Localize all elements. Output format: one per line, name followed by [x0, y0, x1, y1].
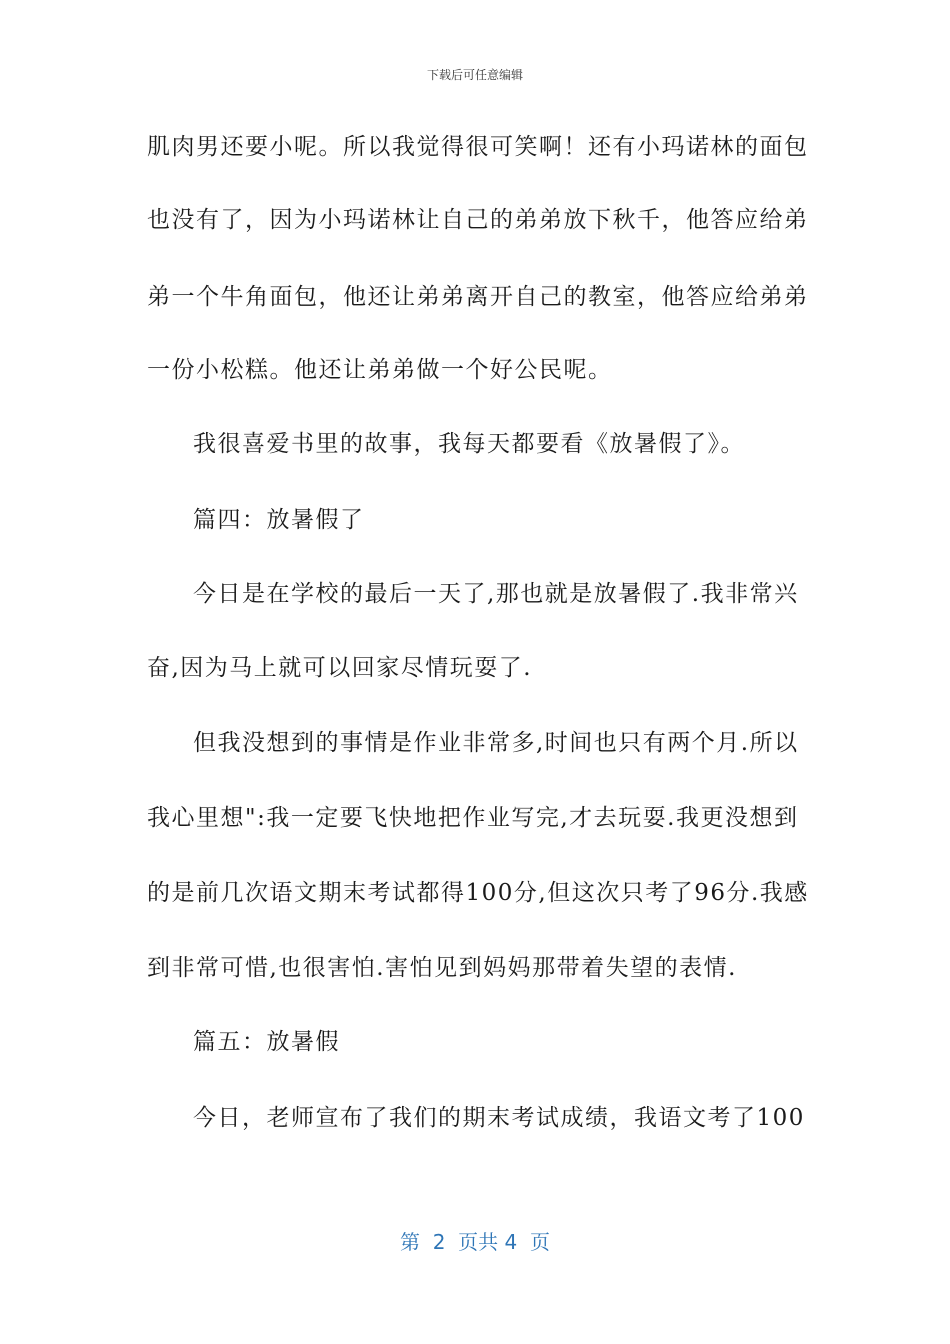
section-heading: 篇四：放暑假了	[193, 507, 365, 533]
text-line: 今日，老师宣布了我们的期末考试成绩，我语文考了100	[193, 1105, 805, 1131]
text-line: 也没有了，因为小玛诺林让自己的弟弟放下秋千，他答应给弟	[147, 207, 809, 233]
text-line: 弟一个牛角面包，他还让弟弟离开自己的教室，他答应给弟弟	[147, 284, 809, 310]
text-line: 今日是在学校的最后一天了,那也就是放暑假了.我非常兴	[193, 581, 799, 607]
page-number-footer: 第 2 页共 4 页	[400, 1230, 550, 1254]
text-line: 我心里想":我一定要飞快地把作业写完,才去玩耍.我更没想到	[147, 805, 799, 831]
page-header: 下载后可任意编辑	[426, 68, 523, 82]
text-line: 肌肉男还要小呢。所以我觉得很可笑啊！还有小玛诺林的面包	[147, 134, 809, 160]
text-line: 一份小松糕。他还让弟弟做一个好公民呢。	[147, 357, 613, 383]
text-line: 的是前几次语文期末考试都得100分,但这次只考了96分.我感	[147, 880, 809, 906]
text-line: 但我没想到的事情是作业非常多,时间也只有两个月.所以	[193, 730, 799, 756]
text-line: 奋,因为马上就可以回家尽情玩耍了.	[147, 655, 533, 681]
text-line: 到非常可惜,也很害怕.害怕见到妈妈那带着失望的表情.	[147, 955, 737, 981]
text-line: 我很喜爱书里的故事，我每天都要看《放暑假了》。	[193, 431, 745, 457]
section-heading: 篇五：放暑假	[193, 1029, 340, 1055]
